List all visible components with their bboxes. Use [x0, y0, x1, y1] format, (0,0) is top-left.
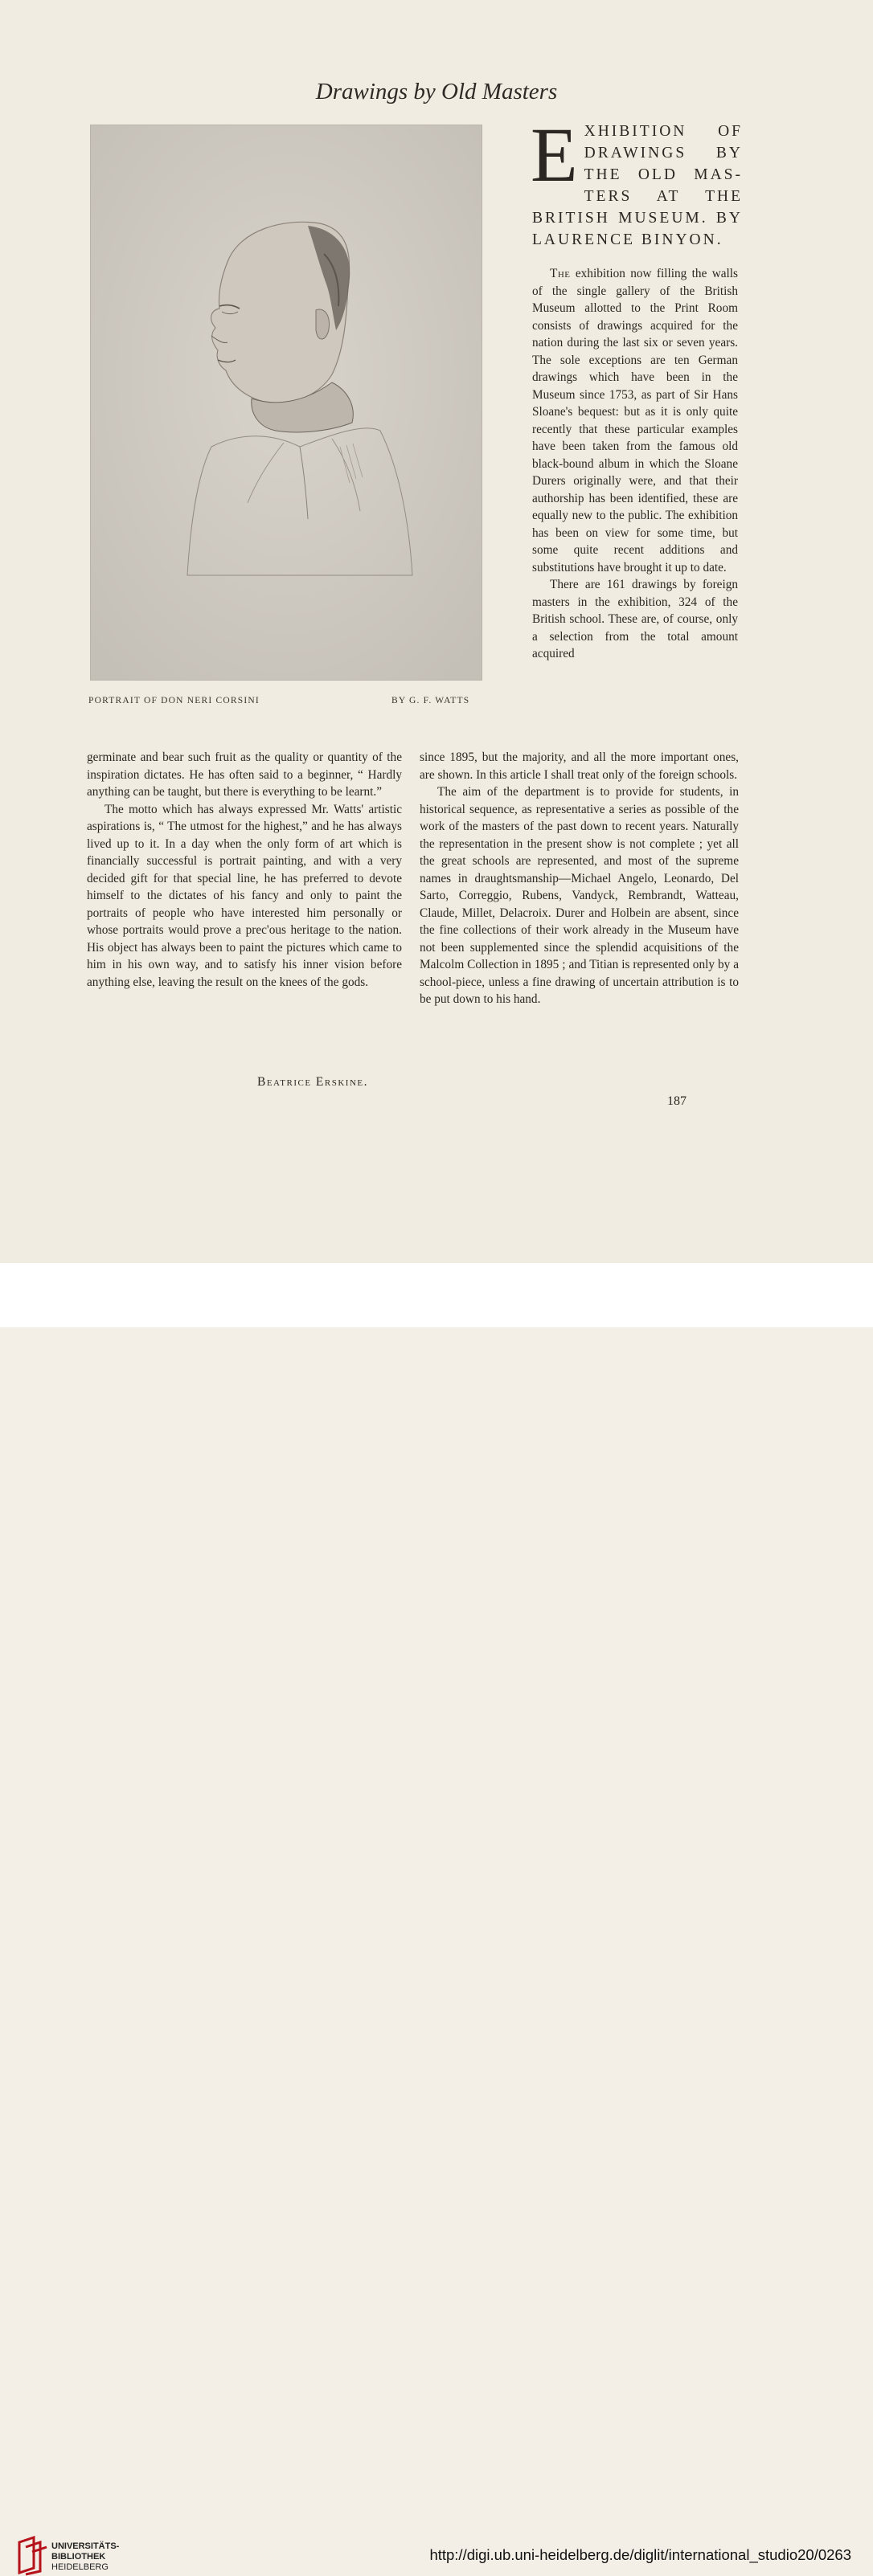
paragraph-lead-word: The — [550, 267, 571, 280]
article-column-right-bottom — [420, 749, 739, 1008]
article-title-line-1: XHIBITION OF — [584, 123, 743, 140]
article-title-dropcap: E — [531, 112, 578, 198]
article-paragraph: There are 161 drawings by foreign masters in the exhibition, 324 of the British school. These are, of course, only a selection from the total amount acquired — [532, 578, 738, 660]
article-paragraph: since 1895, but the majority, and all the more important ones, are shown. In this article I shall treat only of the foreign schools. — [420, 750, 739, 782]
source-url-link[interactable]: http://digi.ub.uni-heidelberg.de/diglit/international_studio20/0263 — [429, 2546, 851, 2563]
article-title-author: LAURENCE BINYON. — [532, 231, 723, 248]
running-title: Drawings by Old Masters — [315, 79, 558, 104]
scanned-page — [0, 0, 873, 1263]
article-title-line-3: THE OLD MAS- — [584, 166, 743, 183]
article-title-line-5: BRITISH MUSEUM. BY — [532, 210, 743, 227]
article-title-line-2: DRAWINGS BY — [584, 145, 743, 162]
library-name-line-3: HEIDELBERG — [51, 2562, 109, 2572]
library-logo-icon — [16, 2536, 51, 2576]
paragraph-text: exhibition now filling the walls of the single gallery of the British Museum allotted to the Print Room consists of drawings acquired for the nation during the last six or seven years. The sole exceptions are ten German drawings which have been in the Museum since 1753, as part of Sir Hans Sloane's bequest: but as it is only quite recently that these particular examples have been taken from the famous old black-bound album in which the Sloane Durers originally were, and that their authorship has been identified, these are equally new to the public. The exhibition has been on view for some time, but some quite recent additions and substitutions have brought it up to date. — [532, 267, 738, 574]
figure-caption-subject: PORTRAIT OF DON NERI CORSINI — [88, 696, 260, 705]
figure-caption-artist: BY G. F. WATTS — [391, 696, 470, 705]
library-name-line-1: UNIVERSITÄTS- — [51, 2541, 120, 2551]
article-paragraph — [532, 265, 738, 576]
previous-article-column — [87, 749, 402, 991]
library-name-line-2: BIBLIOTHEK — [51, 2552, 106, 2562]
article-paragraph: The motto which has always expressed Mr. Watts' artistic aspirations is, “ The utmost for the highest,” and he has always lived up to it. In a day when the only form of art which is financially successful is portrait painting, and with a very decided gift for that special line, he has preferred to devote himself to the dictates of his fancy and only to paint the portraits of people who have interested him personally or whose portraits would prove a prec'ous heritage to the nation. His object has always been to paint the pictures which came to him in his own way, and to satisfy his inner vision before anything else, leaving the result on the knees of the gods. — [87, 802, 402, 989]
portrait-sketch-image — [90, 125, 482, 681]
page-number: 187 — [667, 1094, 687, 1108]
article-paragraph: germinate and bear such fruit as the quality or quantity of the inspiration dictates. He has often said to a beginner, “ Hardly anything can be taught, but there is everything to be learnt.” — [87, 750, 402, 799]
library-name — [51, 2541, 119, 2573]
author-signature: Beatrice Erskine. — [257, 1075, 369, 1089]
article-title-line-4: TERS AT THE — [584, 188, 743, 205]
article-paragraph: The aim of the department is to provide for students, in historical sequence, as representative a series as possible of the work of the masters of the past down to recent years. Naturally the representation in the present show is not complete ; yet all the great schools are represented, and most of the supreme names in draughtsmanship—Michael Angelo, Leonardo, Del Sarto, Correggio, Rubens, Vandyck, Rembrandt, Watteau, Claude, Millet, Delacroix. Durer and Holbein are absent, since the fine collections of their work already in the Museum have not been supplemented since the splendid acquisitions of the Malcolm Collection in 1895 ; and Titian is represented only by a school-piece, unless a fine drawing of uncertain attribution is to be put down to his hand. — [420, 785, 739, 1006]
article-title — [531, 112, 743, 251]
digitization-footer — [0, 1263, 873, 2572]
article-column-right-top — [532, 265, 738, 663]
